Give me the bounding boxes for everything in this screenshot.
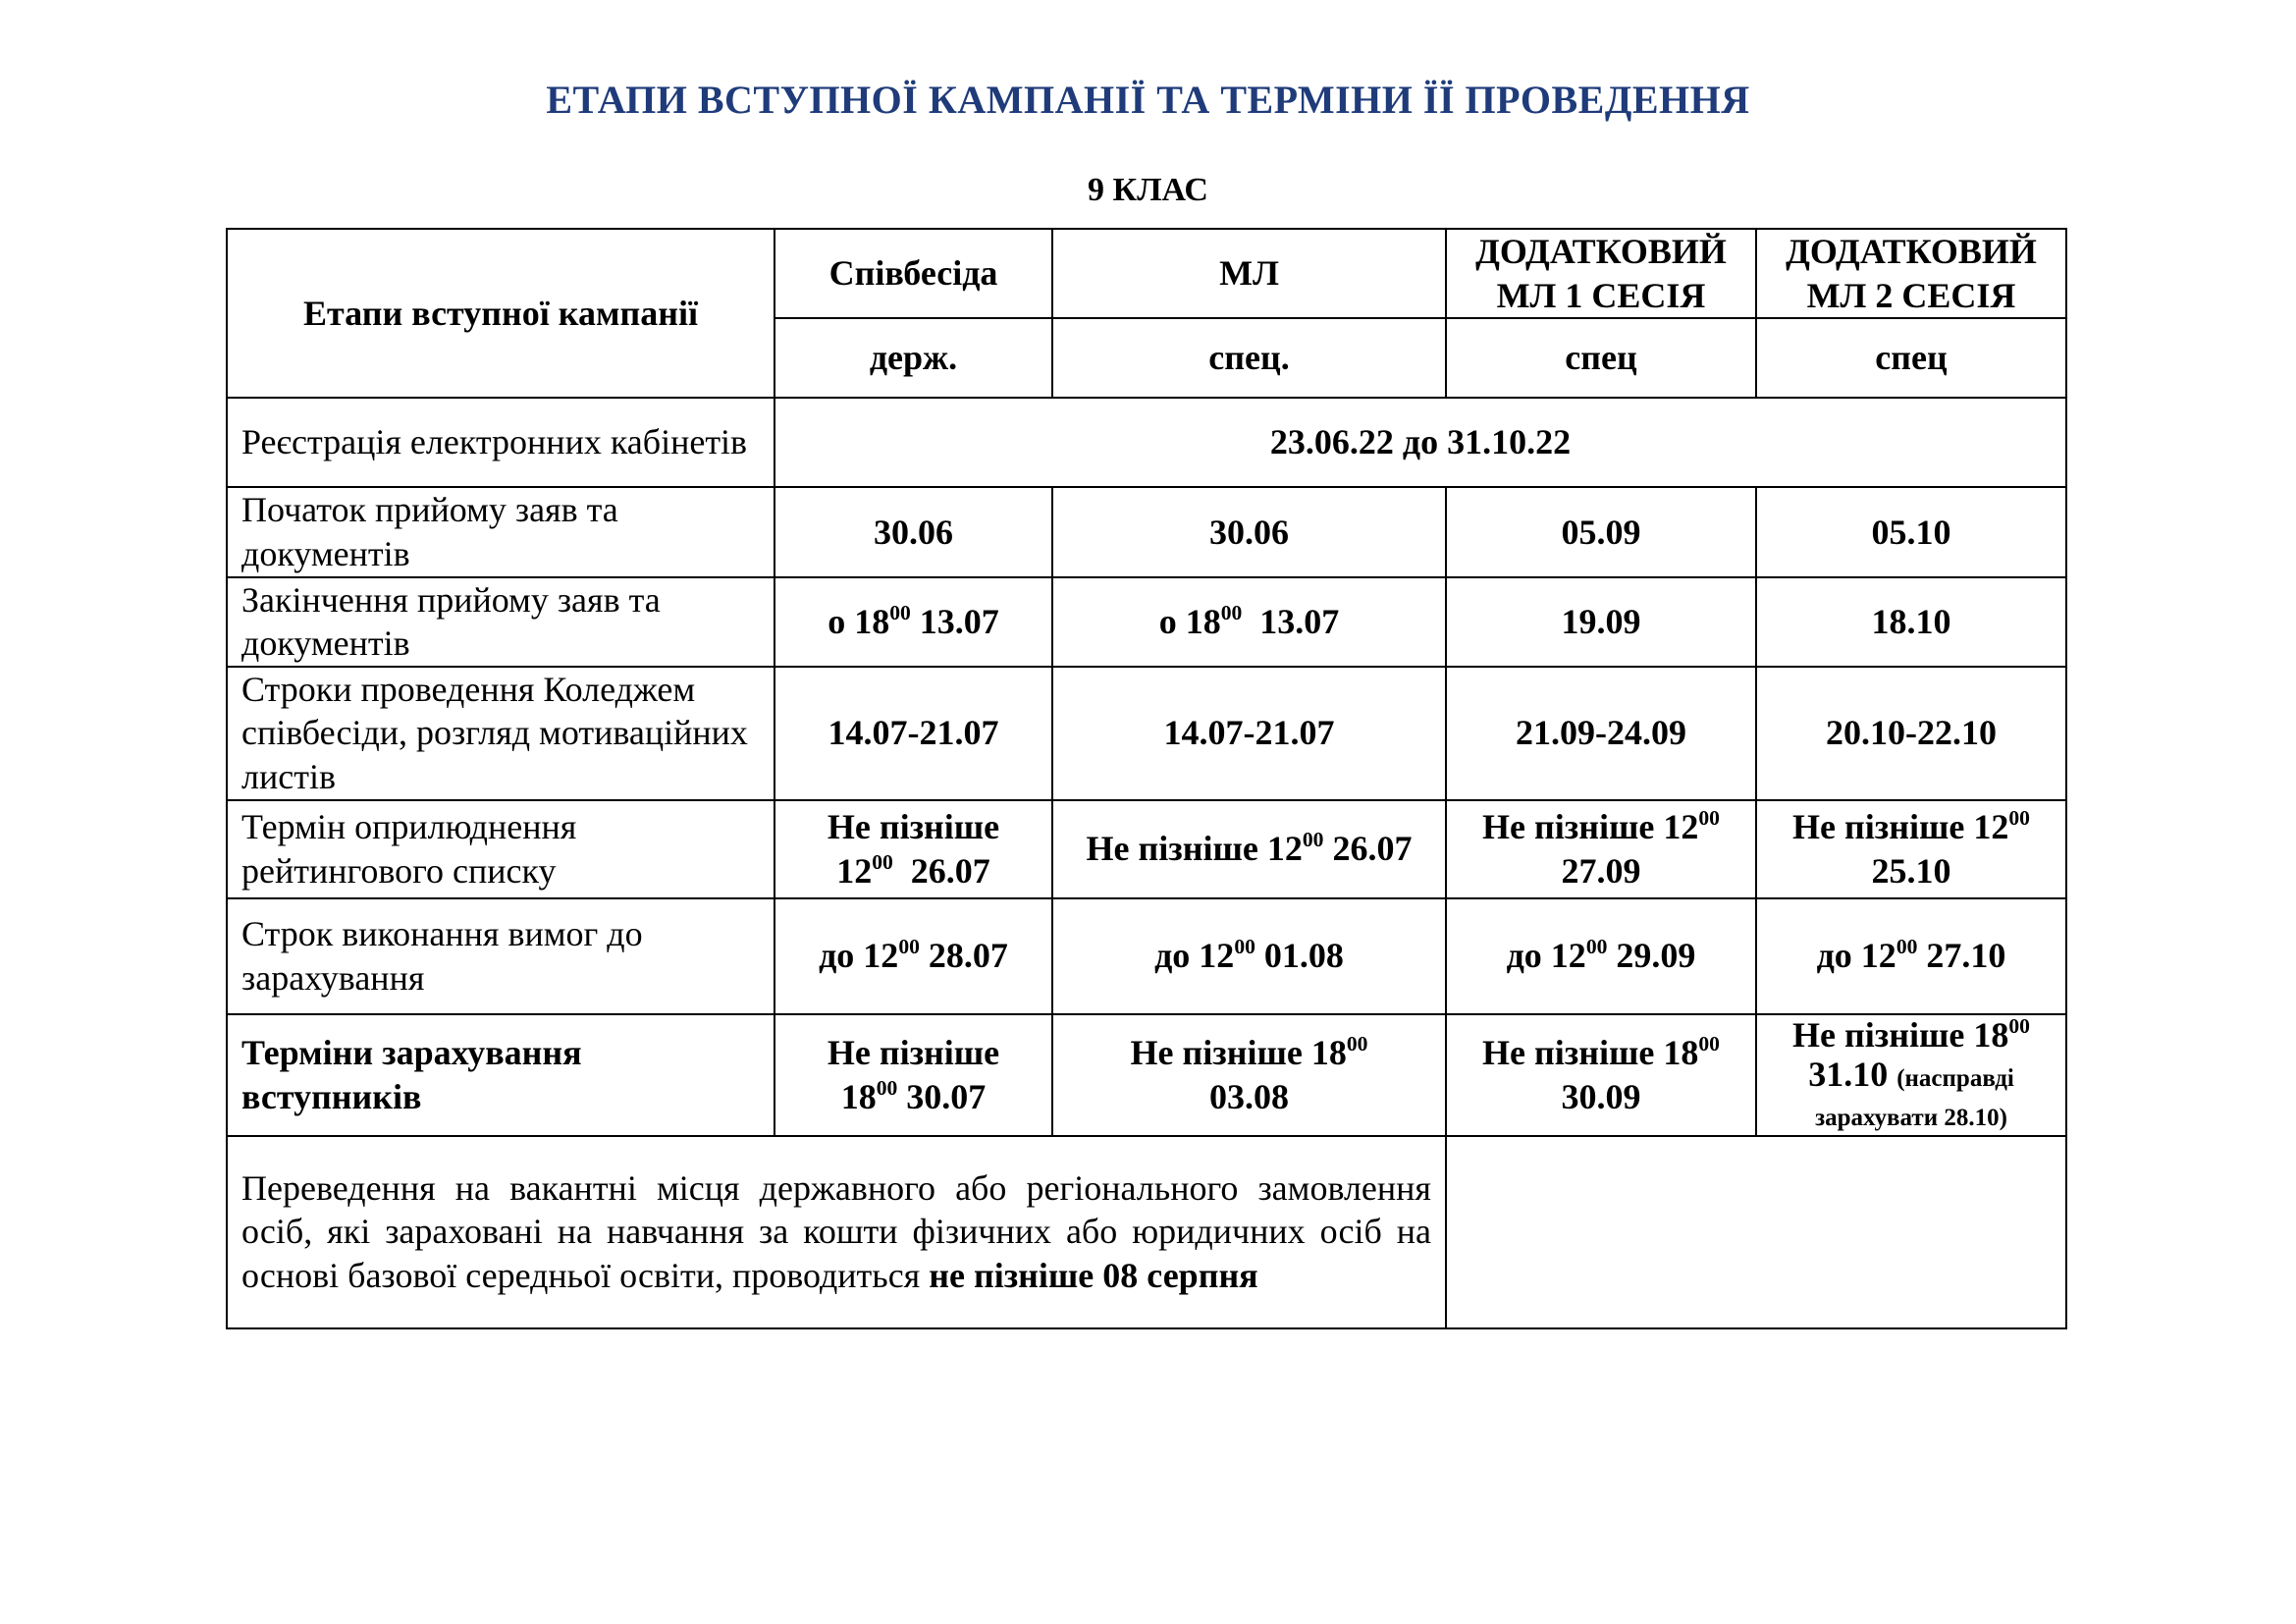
column-header-ml: МЛ — [1052, 229, 1446, 318]
date-cell: Не пізніше $18^{00}$ 31.10 (насправді зарахувати 28.10) — [1756, 1014, 2066, 1136]
table-row — [227, 577, 2066, 667]
merged-date-cell: 23.06.22 до 31.10.22 — [774, 398, 2066, 487]
enrollment-note: (насправді зарахувати 28.10) — [1815, 1064, 2014, 1131]
column-header-ml-session-2: ДОДАТКОВИЙ МЛ 2 СЕСІЯ — [1756, 229, 2066, 318]
stage-label: Терміни зарахування вступників — [227, 1014, 774, 1136]
document-subtitle: 9 КЛАС — [1088, 172, 1208, 208]
stage-label: Строки проведення Коледжем співбесіди, розгляд мотиваційних листів — [227, 667, 774, 800]
date-cell: Не пізніше $12^{00}$ 26.07 — [774, 800, 1052, 898]
stage-label: Строк виконання вимог до зарахування — [227, 898, 774, 1014]
stage-label: Початок прийому заяв та документів — [227, 487, 774, 576]
date-cell: Не пізніше $18^{00}$ 03.08 — [1052, 1014, 1446, 1136]
table-row — [227, 1014, 2066, 1136]
date-cell: до $12^{00}$ 28.07 — [774, 898, 1052, 1014]
table-row — [227, 1136, 2066, 1328]
date-cell: Не пізніше $12^{00}$ 26.07 — [1052, 800, 1446, 898]
column-type-ml: спец. — [1052, 318, 1446, 398]
date-cell: до $12^{00}$ 27.10 — [1756, 898, 2066, 1014]
date-cell: до $12^{00}$ 29.09 — [1446, 898, 1756, 1014]
date-cell: 30.06 — [774, 487, 1052, 576]
date-cell: 14.07-21.07 — [774, 667, 1052, 800]
empty-cell — [1446, 1136, 2066, 1328]
date-cell: Не пізніше $18^{00}$ 30.09 — [1446, 1014, 1756, 1136]
date-cell: Не пізніше $12^{00}$ 25.10 — [1756, 800, 2066, 898]
column-header-ml-session-1: ДОДАТКОВИЙ МЛ 1 СЕСІЯ — [1446, 229, 1756, 318]
date-cell: 21.09-24.09 — [1446, 667, 1756, 800]
date-cell: о $18^{00}$ 13.07 — [774, 577, 1052, 667]
column-type-ml-session-2: спец — [1756, 318, 2066, 398]
date-cell: до $12^{00}$ 01.08 — [1052, 898, 1446, 1014]
date-cell: 19.09 — [1446, 577, 1756, 667]
stage-label: Термін оприлюднення рейтингового списку — [227, 800, 774, 898]
date-cell: Не пізніше $18^{00}$ 30.07 — [774, 1014, 1052, 1136]
table-row — [227, 398, 2066, 487]
document-title: ЕТАПИ ВСТУПНОЇ КАМПАНІЇ ТА ТЕРМІНИ ЇЇ ПРОВЕДЕННЯ — [546, 78, 1750, 122]
table-row — [227, 898, 2066, 1014]
column-header-interview: Співбесіда — [774, 229, 1052, 318]
table-row — [227, 487, 2066, 576]
date-cell: 18.10 — [1756, 577, 2066, 667]
admission-schedule-table — [226, 228, 2067, 1329]
date-cell: 05.10 — [1756, 487, 2066, 576]
header-row — [227, 229, 2066, 318]
date-cell: 30.06 — [1052, 487, 1446, 576]
column-type-ml-session-1: спец — [1446, 318, 1756, 398]
transfer-note-deadline: не пізніше 08 серпня — [929, 1256, 1258, 1296]
table-row — [227, 800, 2066, 898]
date-cell: 20.10-22.10 — [1756, 667, 2066, 800]
column-type-interview: держ. — [774, 318, 1052, 398]
date-cell: 05.09 — [1446, 487, 1756, 576]
stage-label: Реєстрація електронних кабінетів — [227, 398, 774, 487]
stage-column-header: Етапи вступної кампанії — [227, 229, 774, 398]
table-row — [227, 667, 2066, 800]
stage-label: Закінчення прийому заяв та документів — [227, 577, 774, 667]
transfer-note — [227, 1136, 1446, 1328]
transfer-note-text: Переведення на вакантні місця державного або регіонального замовлення осіб, які зараховані на навчання за кошти фізичних або юридичних осіб на основі базової середньої освіти, проводиться — [241, 1167, 1431, 1296]
date-cell: 14.07-21.07 — [1052, 667, 1446, 800]
date-cell: Не пізніше $12^{00}$ 27.09 — [1446, 800, 1756, 898]
date-cell: о $18^{00}$ 13.07 — [1052, 577, 1446, 667]
